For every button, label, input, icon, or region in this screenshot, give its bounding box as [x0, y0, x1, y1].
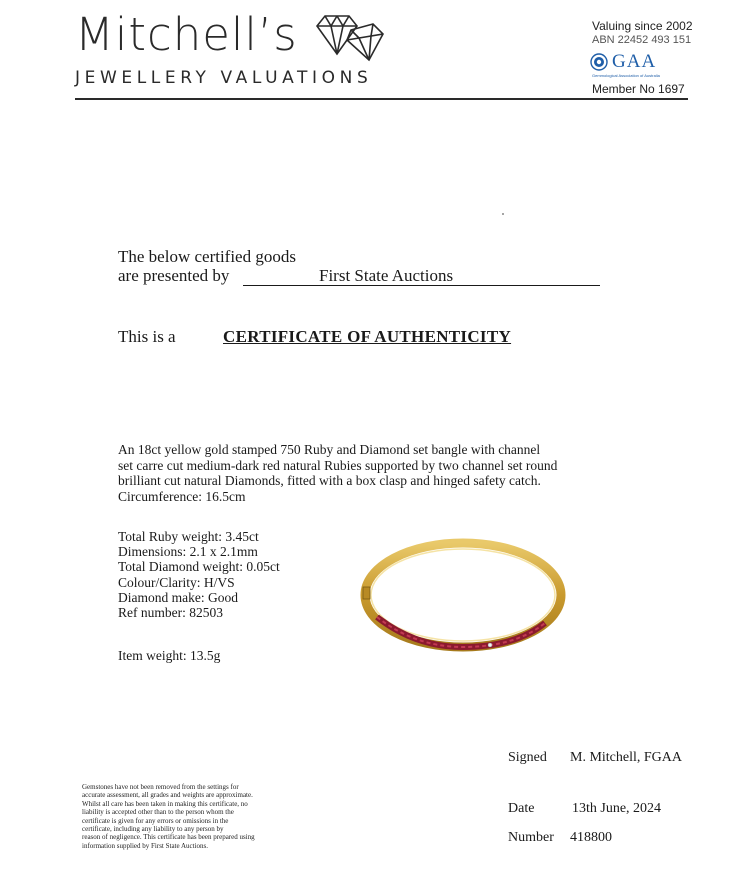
spec-dimensions: Dimensions: 2.1 x 2.1mm — [118, 544, 258, 560]
number-value: 418800 — [570, 830, 612, 845]
presenter-name: First State Auctions — [319, 266, 454, 285]
diamond-logo-icon — [315, 10, 387, 62]
gaa-emblem-icon — [590, 53, 608, 71]
date-value: 13th June, 2024 — [572, 801, 662, 816]
disclaimer-line: certificate, including any liability to any person by — [82, 825, 224, 834]
gaa-logo — [590, 51, 656, 73]
spec-ref-number: Ref number: 82503 — [118, 605, 223, 621]
gaa-logo-text: GAA — [612, 51, 657, 72]
description-line-1: An 18ct yellow gold stamped 750 Ruby and Diamond set bangle with channel — [118, 442, 541, 457]
valuing-since: Valuing since 2002 — [592, 19, 693, 33]
brand-name: Mitchell’s — [75, 8, 298, 61]
disclaimer-line: Gemstones have not been removed from the settings for — [82, 783, 239, 791]
signed-label: Signed — [508, 750, 547, 765]
disclaimer-line: accurate assessment, all grades and weights are approximate. — [82, 791, 253, 800]
disclaimer — [82, 783, 292, 850]
number-label: Number — [508, 830, 554, 845]
item-description — [118, 442, 588, 504]
spec-ruby-weight: Total Ruby weight: 3.45ct — [118, 529, 259, 544]
member-number: Member No 1697 — [592, 82, 685, 96]
tagline: JEWELLERY VALUATIONS — [75, 68, 373, 88]
disclaimer-line: Whilst all care has been taken in making this certificate, no — [82, 799, 248, 808]
gaa-logo-subtext: Gemmological Association of Australia — [592, 73, 660, 78]
disclaimer-line: reason of negligence. This certificate has been prepared using — [82, 833, 255, 842]
certificate-prefix: This is a — [118, 327, 176, 346]
description-line-2: set carre cut medium-dark red natural Rubies supported by two channel set round — [118, 457, 558, 473]
speck — [502, 213, 504, 215]
spec-list — [118, 529, 280, 620]
date-label: Date — [508, 801, 535, 816]
description-line-4: Circumference: 16.5cm — [118, 488, 246, 504]
disclaimer-line: information supplied by First State Auctions. — [82, 841, 208, 850]
bangle-photo — [355, 535, 570, 660]
spec-diamond-weight: Total Diamond weight: 0.05ct — [118, 559, 280, 575]
presenter-field — [243, 266, 600, 286]
spec-diamond-make: Diamond make: Good — [118, 589, 238, 605]
item-weight: Item weight: 13.5g — [118, 648, 221, 663]
presented-line-1: The below certified goods — [118, 247, 296, 266]
presented-line-2 — [118, 266, 229, 286]
signed-value: M. Mitchell, FGAA — [570, 750, 682, 765]
presented-prefix: are presented by — [118, 266, 230, 285]
disclaimer-line: liability is accepted other than to the person whom the — [82, 808, 234, 817]
disclaimer-line: certificate is given for any errors or omissions in the — [82, 816, 229, 825]
description-line-3: brilliant cut natural Diamonds, fitted with a box clasp and hinged safety catch. — [118, 473, 541, 488]
abn-number: ABN 22452 493 151 — [592, 34, 692, 46]
certificate-title: CERTIFICATE OF AUTHENTICITY — [223, 327, 512, 346]
spec-colour-clarity: Colour/Clarity: H/VS — [118, 574, 235, 590]
header-divider — [75, 98, 688, 100]
